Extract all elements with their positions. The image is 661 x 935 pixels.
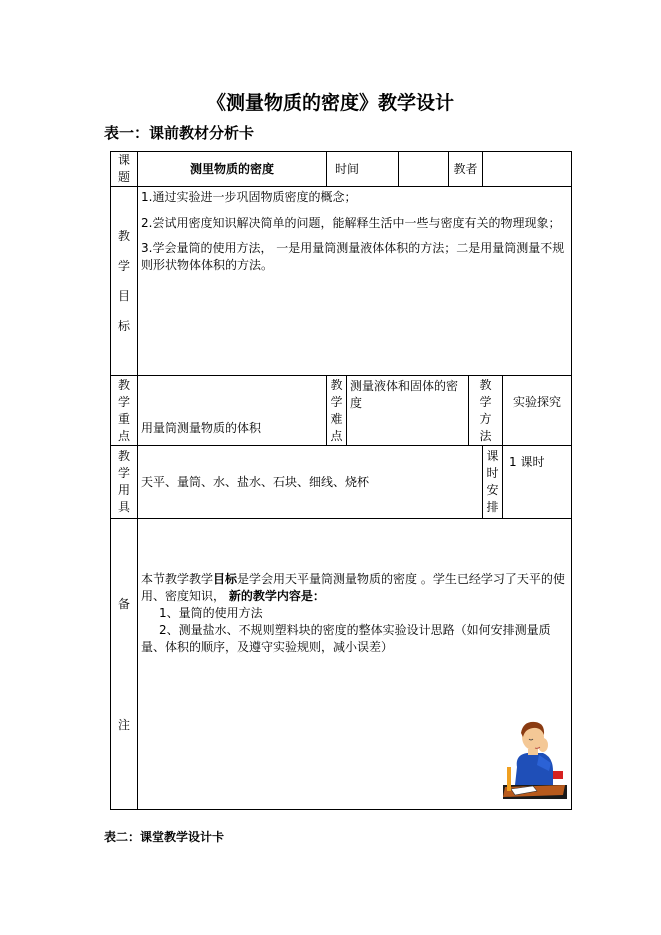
time-label: 时间: [327, 152, 399, 187]
objective-item: 3.学会量筒的使用方法， 一是用量筒测量液体体积的方法；二是用量筒测量不规则形状物体体积的方法。: [141, 241, 565, 272]
notes-content: [138, 519, 572, 810]
hours-label: 课时安排: [483, 446, 503, 519]
objective-item: 1.通过实验进一步巩固物质密度的概念；: [141, 190, 357, 204]
topic-label: 课题: [111, 152, 138, 187]
key-value: 用量筒测量物质的体积: [138, 376, 327, 446]
notes-item: 2、测量盐水、不规则塑料块的密度的整体实验设计思路（如何安排测量质量、体积的顺序，及遵守实验规则，减小误差）: [141, 623, 551, 654]
key-label: 教学重点: [111, 376, 138, 446]
document-title: 《测量物质的密度》教学设计: [206, 92, 454, 114]
time-value: [399, 152, 449, 187]
teacher-value: [483, 152, 572, 187]
objectives-content: [138, 187, 572, 376]
row-tools: [111, 446, 572, 519]
row-key-points: [111, 376, 572, 446]
notes-paragraph: 本节教学教学目标是学会用天平量筒测量物质的密度 。学生已经学习了天平的使用、密度知识， 新的教学内容是：: [141, 572, 565, 603]
tools-value: 天平、量筒、水、盐水、石块、细线、烧杯: [138, 446, 483, 519]
row-topic: [111, 152, 572, 187]
thinking-person-illustration: [503, 715, 567, 803]
method-label: 教学方法: [469, 376, 503, 446]
tools-label: 教学用具: [111, 446, 138, 519]
notes-label: [111, 519, 138, 810]
difficulty-label: 教学难点: [327, 376, 347, 446]
notes-label-bottom: 注: [117, 718, 130, 732]
analysis-card-table: [110, 151, 572, 810]
topic-value: 测里物质的密度: [138, 152, 327, 187]
teacher-label: 教者: [449, 152, 483, 187]
row-objectives: [111, 187, 572, 376]
notes-item: 1、量筒的使用方法: [159, 606, 263, 620]
hours-value: 1 课时: [503, 446, 572, 519]
difficulty-value: 测量液体和固体的密度: [347, 376, 469, 446]
row-notes: [111, 519, 572, 810]
table1-heading: 表一：课前教材分析卡: [104, 124, 255, 142]
method-value: 实验探究: [503, 376, 572, 446]
notes-label-top: 备: [117, 597, 130, 611]
objective-item: 2.尝试用密度知识解决简单的问题，能解释生活中一些与密度有关的物理现象；: [141, 216, 561, 230]
objectives-label: 教学目标: [111, 187, 138, 376]
table2-heading: 表二：课堂教学设计卡: [104, 830, 225, 844]
notes-text: [141, 571, 565, 656]
